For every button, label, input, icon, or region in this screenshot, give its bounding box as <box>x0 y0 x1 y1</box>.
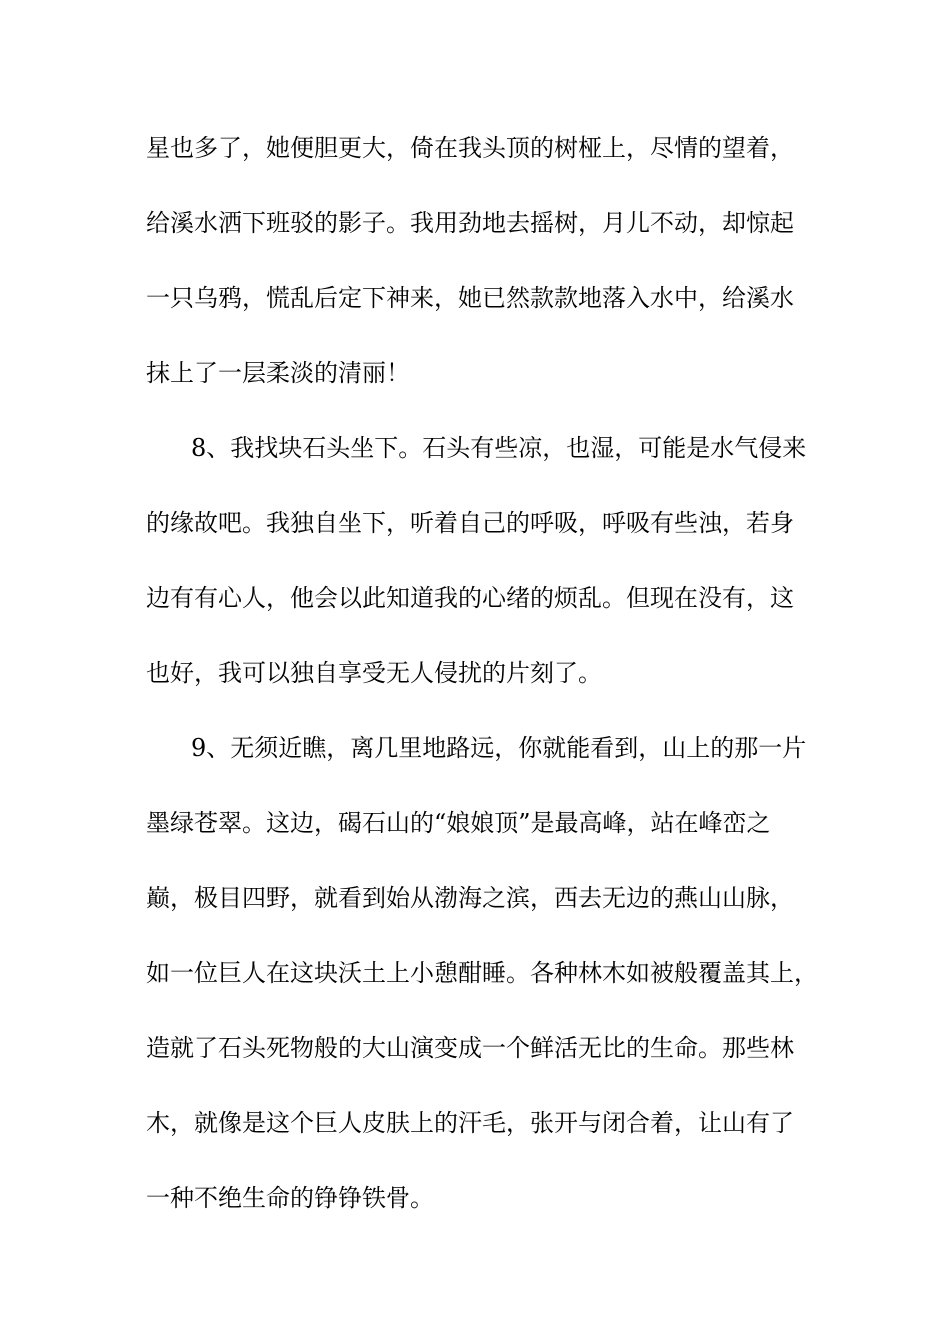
text-line: 造就了石头死物般的大山演变成一个鲜活无比的生命。那些林 <box>146 1034 794 1062</box>
text-line: 一只乌鸦，慌乱后定下神来，她已然款款地落入水中，给溪水 <box>146 284 794 312</box>
text-line: 星也多了，她便胆更大，倚在我头顶的树桠上，尽情的望着， <box>146 134 794 162</box>
text-line: 边有有心人，他会以此知道我的心绪的烦乱。但现在没有，这 <box>146 584 794 612</box>
text-line: 木，就像是这个巨人皮肤上的汗毛，张开与闭合着，让山有了 <box>146 1109 794 1137</box>
text-line: 也好，我可以独自享受无人侵扰的片刻了。 <box>146 659 602 687</box>
paragraph-8-first-line: 8、我找块石头坐下。石头有些凉，也湿，可能是水气侵来 <box>191 434 807 462</box>
text-line: 巅，极目四野，就看到始从渤海之滨，西去无边的燕山山脉， <box>146 884 794 912</box>
text-line: 一种不绝生命的铮铮铁骨。 <box>146 1184 434 1212</box>
text-line: 墨绿苍翠。这边，碣石山的“娘娘顶”是最高峰，站在峰峦之 <box>146 809 771 837</box>
text-line: 抹上了一层柔淡的清丽！ <box>146 359 410 387</box>
paragraph-9-first-line: 9、无须近瞧，离几里地路远，你就能看到，山上的那一片 <box>191 734 807 762</box>
text-line: 如一位巨人在这块沃土上小憩酣睡。各种林木如被般覆盖其上， <box>146 959 818 987</box>
text-line: 给溪水洒下班驳的影子。我用劲地去摇树，月儿不动，却惊起 <box>146 209 794 237</box>
body-text <box>146 130 846 1255</box>
text-line: 的缘故吧。我独自坐下，听着自己的呼吸，呼吸有些浊，若身 <box>146 509 794 537</box>
